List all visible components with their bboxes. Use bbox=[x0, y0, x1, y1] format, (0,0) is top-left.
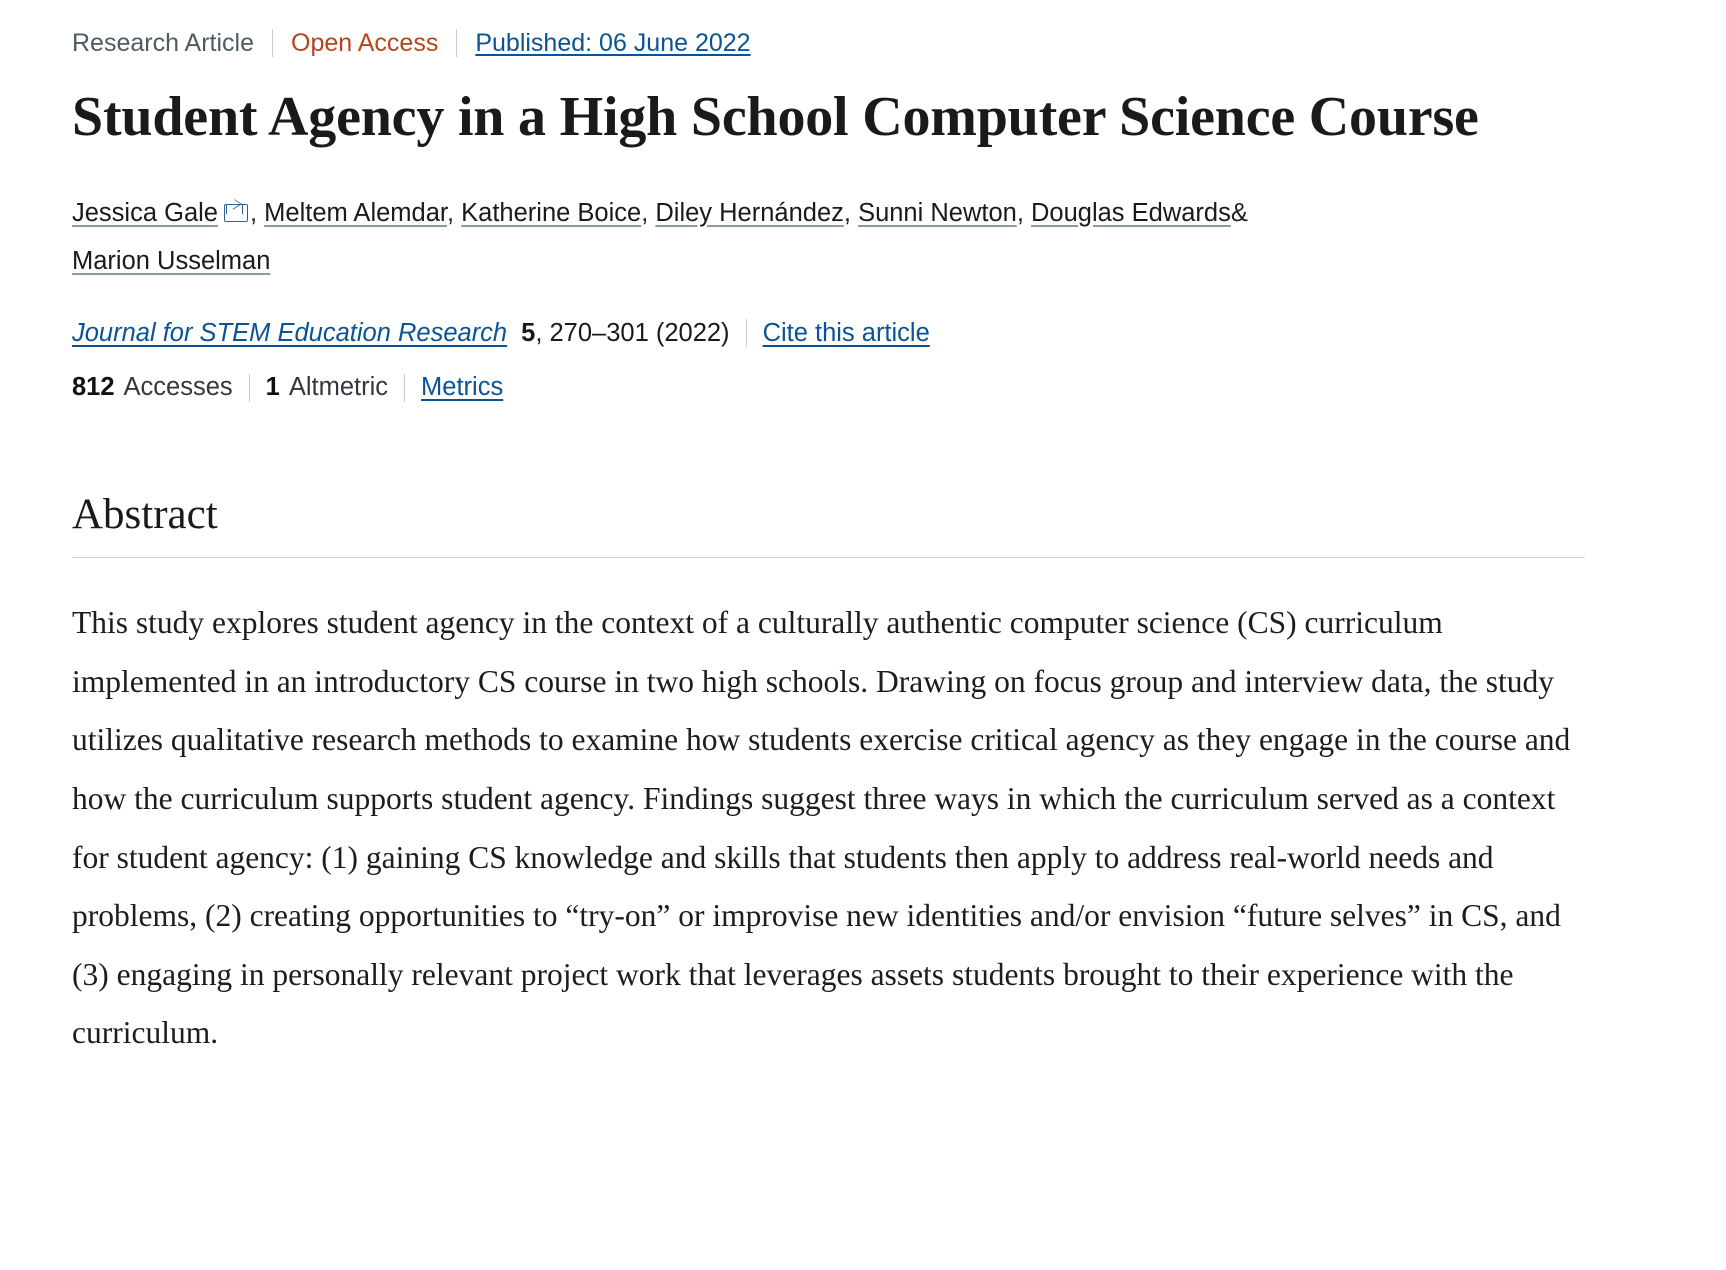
author-separator: , bbox=[843, 198, 859, 227]
author-link-3[interactable]: Katherine Boice bbox=[461, 198, 642, 227]
author-separator: , bbox=[446, 198, 462, 227]
author-link-7[interactable]: Marion Usselman bbox=[72, 247, 271, 276]
metrics-divider bbox=[404, 374, 405, 402]
envelope-icon[interactable] bbox=[224, 204, 248, 222]
journal-name-link[interactable]: Journal for STEM Education Research bbox=[72, 318, 508, 347]
journal-volume: 5 bbox=[521, 318, 536, 347]
article-meta-bar bbox=[72, 28, 1646, 58]
author-link-5[interactable]: Sunni Newton bbox=[858, 198, 1017, 227]
abstract-heading: Abstract bbox=[72, 491, 218, 539]
author-list bbox=[72, 189, 1612, 286]
author-link-2[interactable]: Meltem Alemdar bbox=[264, 198, 447, 227]
accesses-count: 812 bbox=[72, 373, 115, 402]
meta-divider bbox=[456, 29, 457, 57]
author-link-4[interactable]: Diley Hernández bbox=[655, 198, 844, 227]
author-ampersand: & bbox=[1230, 198, 1248, 227]
journal-volume-pages bbox=[521, 316, 729, 352]
cite-article-link[interactable]: Cite this article bbox=[762, 318, 930, 347]
published-date-link[interactable]: Published: 06 June 2022 bbox=[475, 29, 751, 57]
altmetric-count: 1 bbox=[265, 373, 280, 402]
author-separator: , bbox=[641, 198, 656, 227]
altmetric-label: Altmetric bbox=[288, 373, 389, 402]
journal-divider bbox=[746, 319, 747, 347]
metrics-divider bbox=[249, 374, 250, 402]
author-separator: , bbox=[249, 198, 265, 227]
accesses-label: Accesses bbox=[123, 373, 233, 402]
journal-pages-year: , 270–301 (2022) bbox=[535, 318, 730, 347]
abstract-divider bbox=[72, 557, 1585, 558]
author-link-6[interactable]: Douglas Edwards bbox=[1031, 198, 1231, 227]
author-link-1[interactable]: Jessica Gale bbox=[72, 198, 218, 227]
page-title: Student Agency in a High School Computer Science Course bbox=[72, 86, 1479, 148]
meta-divider bbox=[272, 29, 273, 57]
metrics-link[interactable]: Metrics bbox=[421, 373, 504, 402]
metrics-bar bbox=[72, 373, 1646, 402]
open-access-label: Open Access bbox=[291, 29, 439, 57]
journal-citation bbox=[72, 316, 1646, 352]
author-separator: , bbox=[1016, 198, 1031, 227]
article-type-label: Research Article bbox=[72, 29, 255, 57]
abstract-text: This study explores student agency in the context of a culturally authentic computer science (CS) curriculum implemented in an introductory CS course in two high schools. Drawing on focus group and interview data, the study utilizes qualitative research methods to examine how students exercise critical agency as they engage in the course and how the curriculum supports student agency. Findings suggest three ways in which the curriculum served as a context for student agency: (1) gaining CS knowledge and skills that students then apply to address real-world needs and problems, (2) creating opportunities to “try-on” or improvise new identities and/or envision “future selves” in CS, and (3) engaging in personally relevant project work that leverages assets students brought to their experience with the curriculum. bbox=[72, 605, 1571, 1051]
